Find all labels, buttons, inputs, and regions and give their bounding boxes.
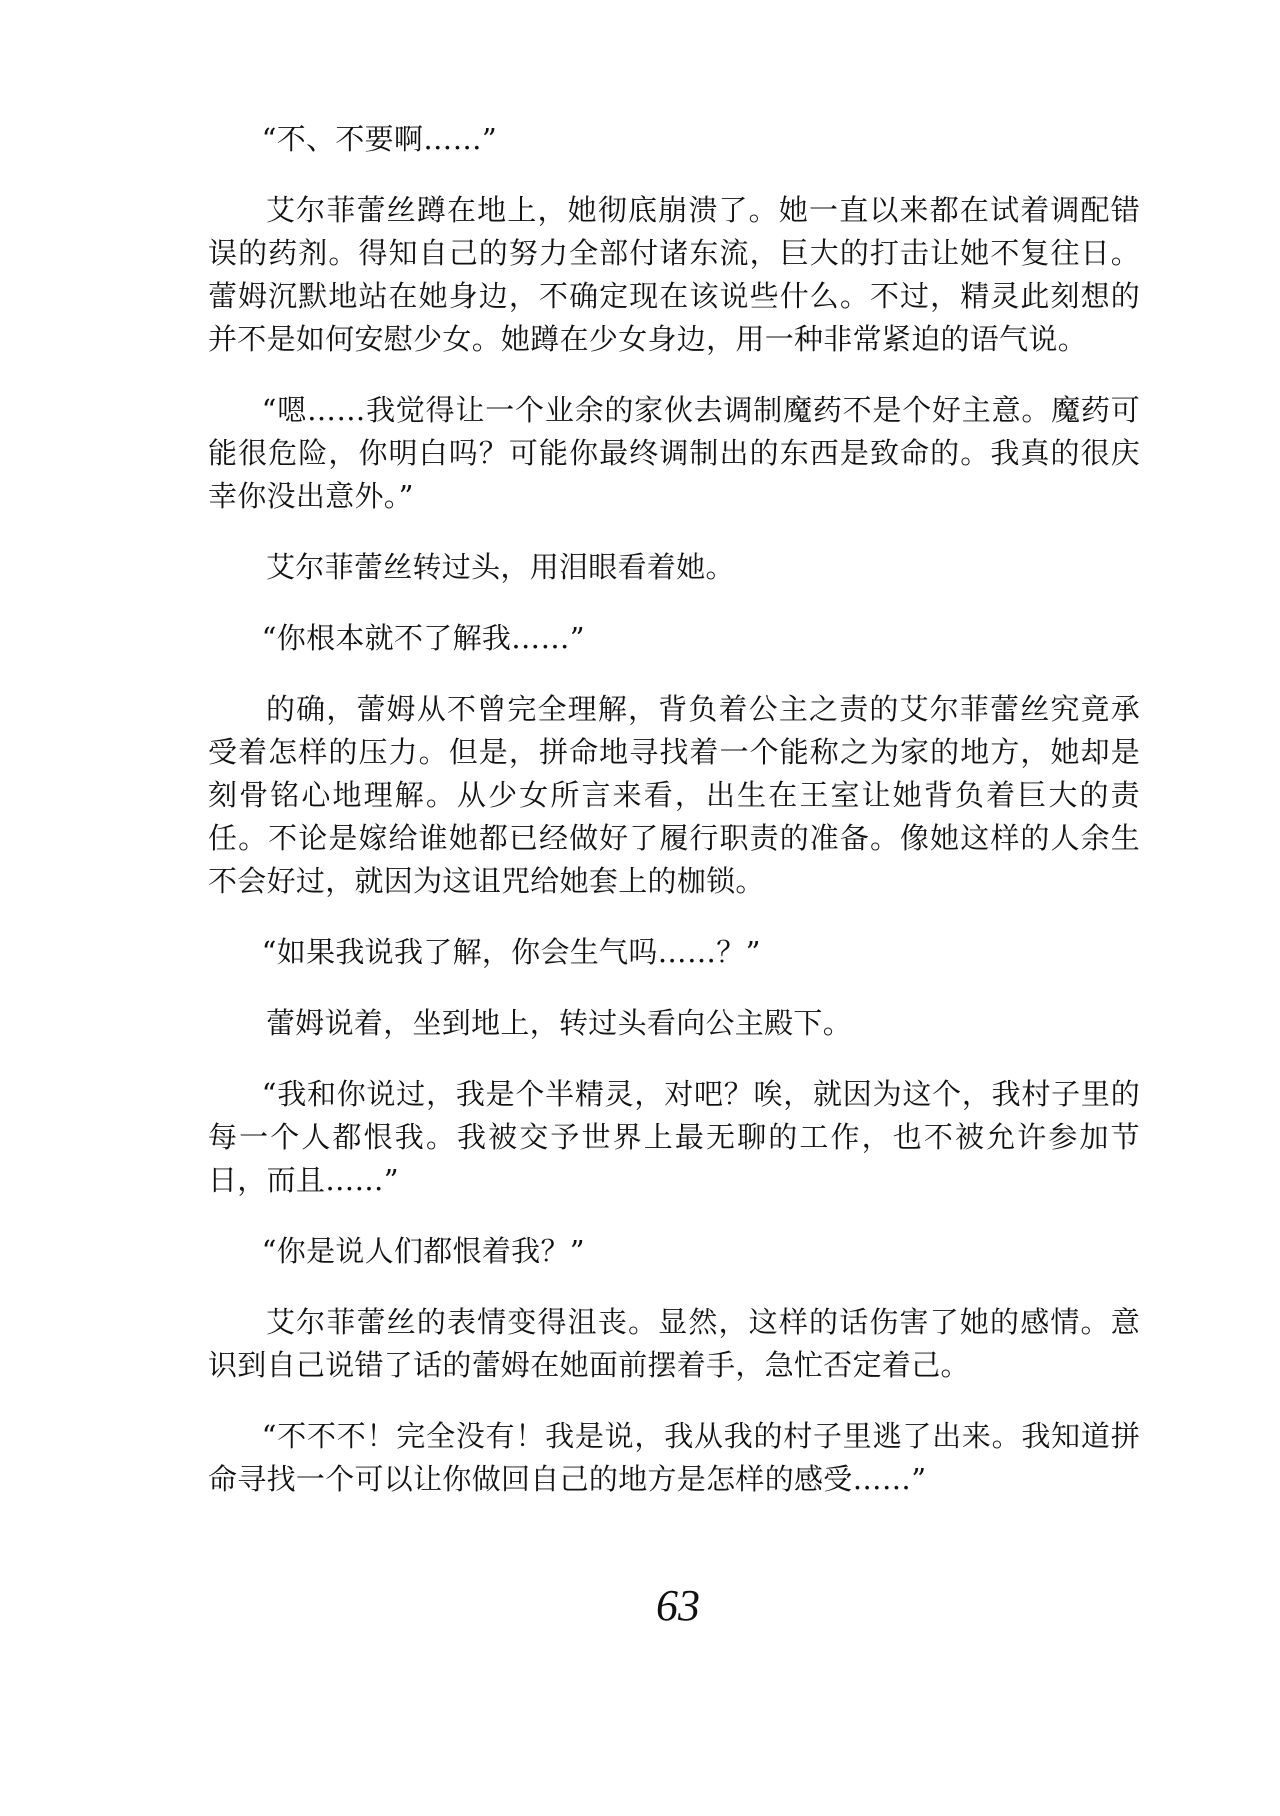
paragraph: 蕾姆说着，坐到地上，转过头看向公主殿下。 (266, 1006, 853, 1040)
paragraph: 艾尔菲蕾丝蹲在地上，她彻底崩溃了。她一直以来都在试着调配错误的药剂。得知自己的努力全部付诸东流，巨大的打击让她不复往日。蕾姆沉默地站在她身边，不确定现在该说些什么。不过，精灵此刻想的并不是如何安慰少女。她蹲在少女身边，用一种非常紧迫的语气说。 (208, 193, 1140, 356)
paragraph: “不、不要啊……” (261, 122, 497, 156)
paragraph: “你根本就不了解我……” (261, 621, 585, 655)
paragraph: 艾尔菲蕾丝转过头，用泪眼看着她。 (266, 550, 735, 584)
page-number: 63 (656, 1581, 700, 1630)
paragraph: “不不不！完全没有！我是说，我从我的村子里逃了出来。我知道拼命寻找一个可以让你做回自己的地方是怎样的感受……” (208, 1419, 1140, 1496)
paragraph: “如果我说我了解，你会生气吗……？” (261, 935, 761, 969)
paragraph: 艾尔菲蕾丝的表情变得沮丧。显然，这样的话伤害了她的感情。意识到自己说错了话的蕾姆在她面前摆着手，急忙否定着己。 (208, 1305, 1140, 1382)
page-body (208, 118, 1140, 1529)
paragraph: 的确，蕾姆从不曾完全理解，背负着公主之责的艾尔菲蕾丝究竟承受着怎样的压力。但是，拼命地寻找着一个能称之为家的地方，她却是刻骨铭心地理解。从少女所言来看，出生在王室让她背负着巨大的责任。不论是嫁给谁她都已经做好了履行职责的准备。像她这样的人余生不会好过，就因为这诅咒给她套上的枷锁。 (208, 692, 1140, 898)
paragraph: “你是说人们都恨着我？” (261, 1234, 585, 1268)
paragraph: “嗯……我觉得让一个业余的家伙去调制魔药不是个好主意。魔药可能很危险，你明白吗？可能你最终调制出的东西是致命的。我真的很庆幸你没出意外。” (208, 393, 1140, 513)
paragraph: “我和你说过，我是个半精灵，对吧？唉，就因为这个，我村子里的每一个人都恨我。我被交予世界上最无聊的工作，也不被允许参加节日，而且……” (208, 1077, 1140, 1197)
